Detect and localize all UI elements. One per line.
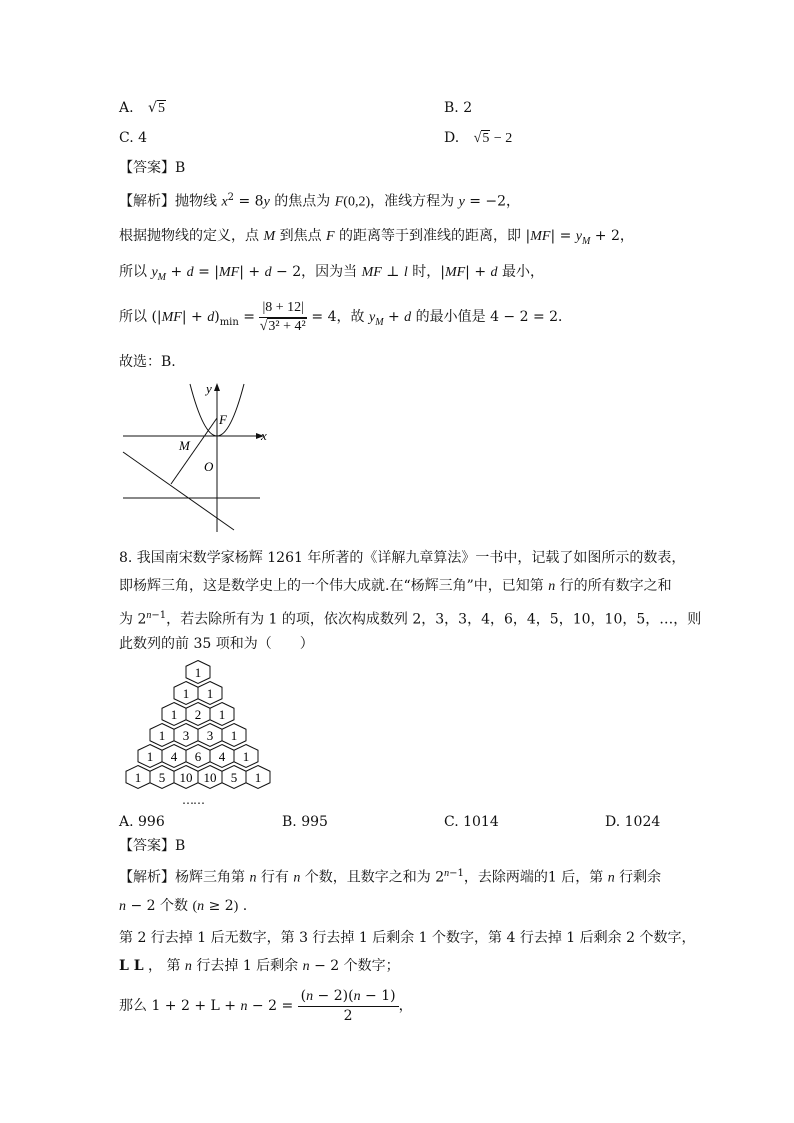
triangle-cell-value: 4: [170, 749, 178, 764]
triangle-cell-value: 1: [230, 728, 238, 743]
analysis-q7-line1: 【解析】抛物线 $x^2 = 8y$ 的焦点为 F(0,2)，准线方程为 y = −2，: [119, 192, 521, 210]
q8-stem-line4: 此数列的前 35 项和为（ ）: [119, 636, 314, 652]
label-f: F: [219, 412, 227, 427]
q8-option-d: D. 1024: [605, 814, 661, 830]
conclusion-q7: 故选：B.: [119, 354, 176, 370]
triangle-cell-value: 1: [170, 707, 178, 722]
option-a: A. √5: [119, 100, 165, 116]
option-c: C. 4: [119, 130, 148, 146]
triangle-cell-value: 1: [158, 728, 166, 743]
triangle-cell-value: 1: [182, 686, 190, 701]
fraction-sum: $\frac{(n - 2)(n - 1)}{2}$: [298, 987, 399, 1025]
segment-fm: [171, 418, 217, 484]
label-x: x: [261, 428, 267, 443]
triangle-cell-value: 1: [146, 749, 154, 764]
yanghui-triangle: [118, 660, 278, 806]
q8-option-a: A. 996: [119, 814, 165, 830]
answer-q8: 【答案】B: [119, 838, 186, 854]
triangle-cell-value: 10: [203, 770, 217, 785]
fraction-distance: $\frac{|8 + 12|}{\text{√3² + 4²}}$: [259, 299, 306, 334]
answer-q7: 【答案】B: [119, 160, 186, 176]
triangle-ellipsis: ……: [182, 793, 204, 807]
q8-stem-line2: 即杨辉三角，这是数学史上的一个伟大成就.在“杨辉三角”中，已知第 n 行的所有数字之和: [119, 578, 672, 594]
label-o: O: [204, 459, 214, 474]
triangle-cell-value: 1: [194, 665, 202, 680]
triangle-cell-value: 3: [182, 728, 190, 743]
analysis-q7-line3: 所以 $y_M + d = |MF| + d - 2$，因为当 MF ⊥ l 时，|MF| + d 最小，: [119, 264, 544, 283]
triangle-cell-value: 1: [134, 770, 142, 785]
triangle-cell-value: 1: [206, 686, 214, 701]
parabola-figure: [118, 380, 278, 540]
triangle-svg: [118, 660, 278, 792]
triangle-cell-value: 5: [230, 770, 238, 785]
analysis-q7-line4: 所以 $(|MF| + d)_{min}$ = $\frac{|8 + 12|}{\text{√3² + 4²}}$ = 4，故 $y_M + d$ 的最小值是 4 − 2 = 2．: [119, 299, 573, 334]
analysis-q8-line3: 第 2 行去掉 1 后无数字，第 3 行去掉 1 后剩余 1 个数字，第 4 行去掉 1 后剩余 2 个数字，: [119, 930, 696, 946]
y-axis-arrow-icon: [214, 383, 220, 391]
triangle-cell-value: 5: [158, 770, 166, 785]
triangle-cell-value: 1: [254, 770, 262, 785]
option-d-value: √5 − 2: [473, 131, 513, 146]
triangle-cell-value: 2: [194, 707, 202, 722]
analysis-q8-line2: n − 2 个数 (n ≥ 2) .: [119, 898, 248, 914]
triangle-cell-value: 4: [218, 749, 226, 764]
analysis-q7-line2: 根据抛物线的定义，点 M 到焦点 F 的距离等于到准线的距离，即 $|MF| = y_M + 2$，: [119, 228, 634, 247]
option-a-value: √5: [148, 100, 165, 116]
q8-stem-line3: 为 $2^{n-1}$，若去除所有为 1 的项，依次构成数列 2，3，3，4，6，4，5，10，10，5，…，则: [119, 610, 702, 628]
triangle-cell-value: 1: [218, 707, 226, 722]
q8-stem-line1: 8. 我国南宋数学家杨辉 1261 年所著的《详解九章算法》一书中，记载了如图所示的数表，: [119, 550, 686, 566]
option-d: D. √5 − 2: [444, 130, 513, 146]
analysis-q8-line4: L L ， 第 n 行去掉 1 后剩余 n − 2 个数字；: [119, 958, 400, 974]
analysis-q8-line5: 那么 1 + 2 + L + n − 2 = $\frac{(n - 2)(n - 1)}{2}$ ，: [119, 988, 413, 1024]
analysis-q8-line1: 【解析】杨辉三角第 n 行有 n 个数，且数字之和为 $2^{n-1}$，去除两端的1 后，第 n 行剩余: [119, 868, 662, 886]
triangle-cell-value: 10: [179, 770, 193, 785]
q8-option-b: B. 995: [282, 814, 328, 830]
q8-option-c: C. 1014: [444, 814, 499, 830]
triangle-cell-value: 3: [206, 728, 214, 743]
triangle-cell-value: 1: [242, 749, 250, 764]
label-y: y: [206, 381, 212, 396]
triangle-cell-value: 6: [194, 749, 202, 764]
option-b: B. 2: [444, 100, 473, 116]
label-m: M: [179, 438, 190, 453]
